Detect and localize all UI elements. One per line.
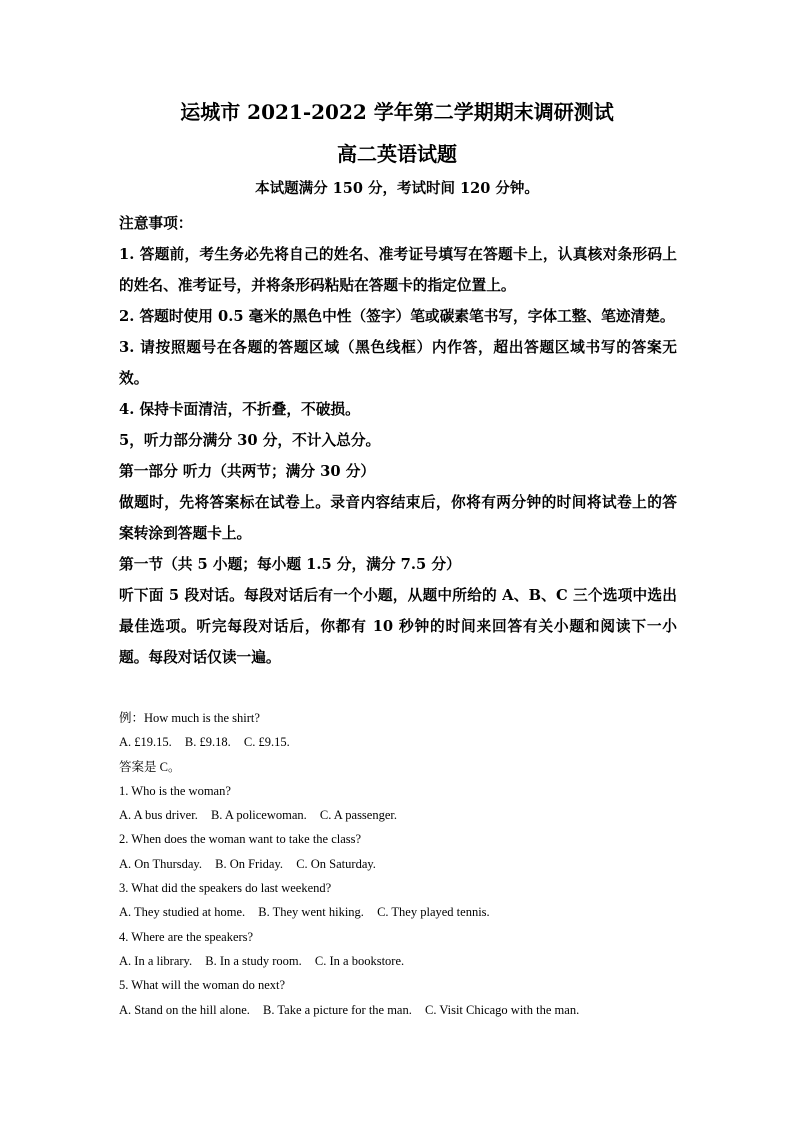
question-3-options xyxy=(119,900,679,924)
notice-item-4: 4. 保持卡面清洁，不折叠，不破损。 xyxy=(119,401,360,418)
question-3: 3. What did the speakers do last weekend? xyxy=(119,881,332,896)
instructions-block xyxy=(119,208,677,673)
option-b: B. A policewoman. xyxy=(210,808,307,823)
example-question: 例：How much is the shirt? xyxy=(119,711,260,725)
option-c: C. Visit Chicago with the man. xyxy=(424,1002,580,1017)
section1-instruction: 听下面 5 段对话。每段对话后有一个小题，从题中所给的 A、B、C 三个选项中选出最佳选项。听完每段对话后，你都有 10 秒钟的时间来回答有关小题和阅读下一小题。每段对话仅读一遍。 xyxy=(119,587,677,666)
notice-item-3: 3. 请按照题号在各题的答题区域（黑色线框）内作答，超出答题区域书写的答案无效。 xyxy=(119,339,677,387)
question-5: 5. What will the woman do next? xyxy=(119,978,286,993)
question-5-options xyxy=(119,998,679,1022)
question-2: 2. When does the woman want to take the class? xyxy=(119,832,362,847)
question-2-options xyxy=(119,852,679,876)
option-c: C. On Saturday. xyxy=(296,856,376,871)
option-c: C. In a bookstore. xyxy=(314,953,405,968)
option-a: A. £19.15. xyxy=(119,735,172,750)
example-answer: 答案是 C。 xyxy=(119,759,181,774)
option-a: A. Stand on the hill alone. xyxy=(119,1002,250,1017)
example-options xyxy=(119,730,679,754)
notice-heading: 注意事项： xyxy=(119,215,193,232)
option-a: A. A bus driver. xyxy=(119,808,198,823)
part1-heading: 第一部分 听力（共两节；满分 30 分） xyxy=(119,463,376,480)
listening-questions xyxy=(119,706,679,1022)
option-c: C. A passenger. xyxy=(319,808,397,823)
option-b: B. Take a picture for the man. xyxy=(263,1002,412,1017)
section1-heading: 第一节（共 5 小题；每小题 1.5 分，满分 7.5 分） xyxy=(119,556,461,573)
notice-item-2: 2. 答题时使用 0.5 毫米的黑色中性（签字）笔或碳素笔书写，字体工整、笔迹清楚。 xyxy=(119,308,675,325)
option-b: B. In a study room. xyxy=(205,953,302,968)
option-b: B. £9.18. xyxy=(184,735,231,750)
option-c: C. £9.15. xyxy=(243,735,290,750)
question-1-options xyxy=(119,803,679,827)
option-c: C. They played tennis. xyxy=(377,905,490,920)
question-4: 4. Where are the speakers? xyxy=(119,929,254,944)
exam-title: 运城市 2021-2022 学年第二学期期末调研测试 xyxy=(180,100,614,124)
option-b: B. They went hiking. xyxy=(258,905,364,920)
notice-item-1: 1. 答题前，考生务必先将自己的姓名、准考证号填写在答题卡上，认真核对条形码上的姓名、准考证号，并将条形码粘贴在答题卡的指定位置上。 xyxy=(119,246,677,294)
question-1: 1. Who is the woman? xyxy=(119,783,231,798)
option-a: A. On Thursday. xyxy=(119,856,202,871)
option-a: A. In a library. xyxy=(119,953,193,968)
question-4-options xyxy=(119,949,679,973)
part1-instruction: 做题时，先将答案标在试卷上。录音内容结束后，你将有两分钟的时间将试卷上的答案转涂到答题卡上。 xyxy=(119,494,677,542)
subject-title: 高二英语试题 xyxy=(337,142,457,166)
option-a: A. They studied at home. xyxy=(119,905,246,920)
option-b: B. On Friday. xyxy=(215,856,284,871)
notice-item-5: 5，听力部分满分 30 分，不计入总分。 xyxy=(119,432,381,449)
score-time-note: 本试题满分 150 分，考试时间 120 分钟。 xyxy=(255,180,539,197)
